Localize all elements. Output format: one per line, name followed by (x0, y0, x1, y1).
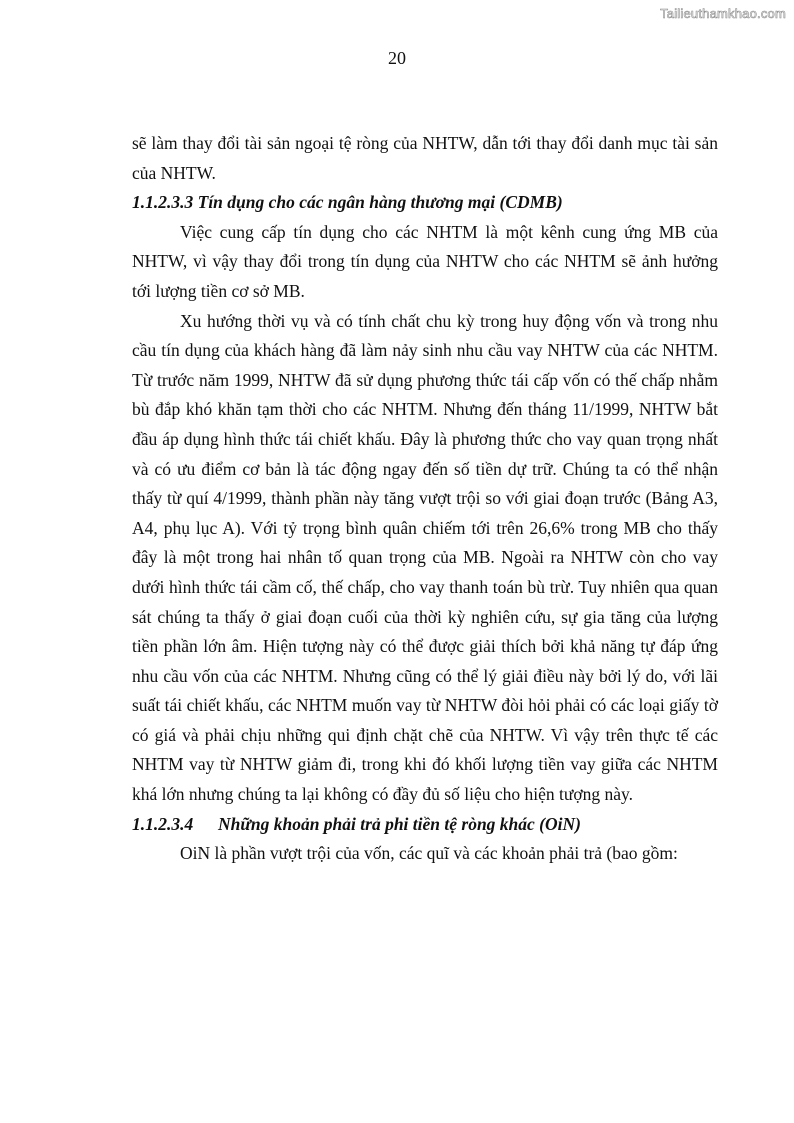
section-heading-1-1-2-3-3 (132, 188, 718, 218)
watermark-text: Tailieuthamkhao.com (660, 6, 786, 21)
paragraph-seasonal-trend: Xu hướng thời vụ và có tính chất chu kỳ trong huy động vốn và trong nhu cầu tín dụng của khách hàng đã làm nảy sinh nhu cầu vay NHTW của các NHTM. Từ trước năm 1999, NHTW đã sử dụng phương thức tái cấp vốn có thế chấp nhằm bù đắp khó khăn tạm thời cho các NHTM. Nhưng đến tháng 11/1999, NHTW bắt đầu áp dụng hình thức tái chiết khấu. Đây là phương thức cho vay quan trọng nhất và có ưu điểm cơ bản là tác động ngay đến số tiền dự trữ. Chúng ta có thể nhận thấy từ quí 4/1999, thành phần này tăng vượt trội so với giai đoạn trước (Bảng A3, A4, phụ lục A). Với tỷ trọng bình quân chiếm tới trên 26,6% trong MB cho thấy đây là một trong hai nhân tố quan trọng của MB. Ngoài ra NHTW còn cho vay dưới hình thức tái cầm cố, thế chấp, cho vay thanh toán bù trừ. Tuy nhiên qua quan sát chúng ta thấy ở giai đoạn cuối của thời kỳ nghiên cứu, sự gia tăng của lượng tiền phần lớn âm. Hiện tượng này có thể được giải thích bởi khả năng tự đáp ứng nhu cầu vốn của các NHTM. Nhưng cũng có thể lý giải điều này bởi lý do, với lãi suất tái chiết khấu, các NHTM muốn vay từ NHTW đòi hỏi phải có các loại giấy tờ có giá và phải chịu những qui định chặt chẽ của NHTW. Vì vậy trên thực tế các NHTM vay từ NHTW giảm đi, trong khi đó khối lượng tiền vay giữa các NHTM khá lớn nhưng chúng ta lại không có đầy đủ số liệu cho hiện tượng này. (132, 310, 718, 805)
paragraph-continuation: sẽ làm thay đổi tài sản ngoại tệ ròng của NHTW, dẫn tới thay đổi danh mục tài sản của NHTW. (132, 133, 718, 183)
paragraph-oin-definition: OiN là phần vượt trội của vốn, các quĩ và các khoản phải trả (bao gồm: (180, 843, 678, 864)
paragraph-credit-channel: Việc cung cấp tín dụng cho các NHTM là một kênh cung ứng MB của NHTW, vì vậy thay đổi trong tín dụng của NHTW cho các NHTM sẽ ảnh hưởng tới lượng tiền cơ sở MB. (132, 221, 718, 301)
section-number: 1.1.2.3.4 (132, 813, 194, 834)
page-number: 20 (388, 48, 406, 68)
document-body (132, 129, 718, 869)
section-number: 1.1.2.3.3 (132, 192, 194, 213)
section-title: Tín dụng cho các ngân hàng thương mại (CDMB) (197, 192, 563, 213)
section-heading-1-1-2-3-4 (132, 810, 718, 840)
section-title: Những khoản phải trả phi tiền tệ ròng khác (OiN) (218, 813, 581, 834)
